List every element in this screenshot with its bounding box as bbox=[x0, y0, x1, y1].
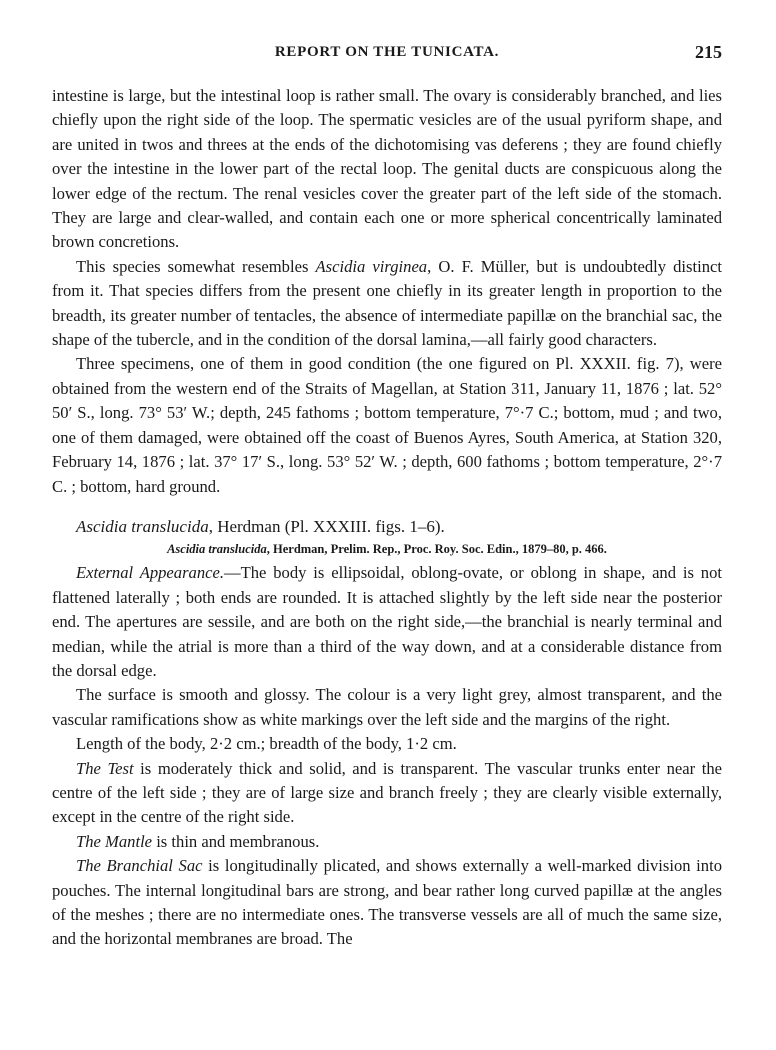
text-run: , O. F. Müller, but is undoubtedly distinct from it. That species differs from the present one chiefly in its greater length in proportion to the breadth, its greater number of tentacles, the absence of intermediate papillæ on the branchial sac, the shape of the tubercle, and in the condition of the dorsal lamina,—all fairly good characters. bbox=[52, 256, 722, 350]
page-number: 215 bbox=[695, 42, 722, 62]
species-heading bbox=[52, 515, 722, 539]
paragraph-branchial-sac bbox=[52, 854, 722, 952]
subhead-external: External Appearance. bbox=[76, 563, 225, 583]
paragraph-length: Length of the body, 2·2 cm.; breadth of the body, 1·2 cm. bbox=[76, 734, 457, 754]
text-run: is moderately thick and solid, and is transparent. The vascular trunks enter near the centre of the left side ; they are of large size and branch freely ; they are clearly visible externally, except in the centre of the right side. bbox=[52, 758, 722, 827]
subhead-test: The Test bbox=[76, 758, 134, 778]
text-run: is thin and membranous. bbox=[152, 831, 320, 851]
subhead-mantle: The Mantle bbox=[76, 831, 153, 851]
species-name: Ascidia virginea bbox=[315, 256, 428, 276]
running-title: REPORT ON THE TUNICATA. bbox=[274, 44, 500, 60]
citation bbox=[52, 539, 722, 559]
species-title-rest: , Herdman (Pl. XXXIII. figs. 1–6). bbox=[208, 516, 445, 536]
paragraph-continued: intestine is large, but the intestinal loop is rather small. The ovary is considerably branched, and lies chiefly upon the right side of the loop. The spermatic vesicles are of the usual pyriform shape, and are united in twos and threes at the ends of the dichotomising vas deferens ; they are found chiefly over the intestine in the lower part of the rectal loop. The genital ducts are conspicuous along the lower edge of the rectum. The renal vesicles cover the greater part of the left side of the stomach. They are large and clear-walled, and contain each one or more spherical concentrically laminated brown concretions. bbox=[52, 86, 722, 252]
main-text bbox=[52, 84, 722, 952]
text-run: —The body is ellipsoidal, oblong-ovate, or oblong in shape, and is not flattened laterally ; both ends are rounded. It is attached slightly by the left side near the posterior end. The apertures are sessile, and are both on the right side,—the branchial is nearly terminal and median, while the atrial is more than a third of the way down, and at a considerable distance from the dorsal edge. bbox=[52, 563, 722, 680]
page-header bbox=[52, 44, 722, 68]
citation-rest: , Herdman, Prelim. Rep., Proc. Roy. Soc. Edin., 1879–80, p. 466. bbox=[266, 542, 607, 557]
species-title: Ascidia translucida bbox=[76, 516, 209, 536]
paragraph-test bbox=[52, 757, 722, 830]
citation-species: Ascidia translucida bbox=[167, 542, 267, 557]
subhead-branchial: The Branchial Sac bbox=[76, 856, 203, 876]
paragraph-surface: The surface is smooth and glossy. The colour is a very light grey, almost transparent, and the vascular ramifications show as white markings over the left side and the margins of the right. bbox=[52, 685, 722, 729]
text-run: is longitudinally plicated, and shows externally a well-marked division into pouches. The internal longitudinal bars are strong, and bear rather long curved papillæ at the angles of the meshes ; there are no intermediate ones. The transverse vessels are all of much the same size, and the horizontal membranes are broad. The bbox=[52, 856, 722, 949]
paragraph-specimens: Three specimens, one of them in good condition (the one figured on Pl. XXXII. fig. 7), were obtained from the western end of the Straits of Magellan, at Station 311, January 11, 1876 ; lat. 52° 50′ S., long. 73° 53′ W.; depth, 245 fathoms ; bottom temperature, 7°·7 C.; bottom, mud ; and two, one of them damaged, were obtained off the coast of Buenos Ayres, South America, at Station 320, February 14, 1876 ; lat. 37° 17′ S., long. 53° 52′ W. ; depth, 600 fathoms ; bottom temperature, 2°·7 C. ; bottom, hard ground. bbox=[52, 354, 722, 496]
paragraph-external-appearance bbox=[52, 561, 722, 683]
paragraph-mantle bbox=[52, 830, 722, 854]
text-run: This species somewhat resembles bbox=[76, 256, 316, 276]
paragraph-comparison bbox=[52, 255, 722, 353]
